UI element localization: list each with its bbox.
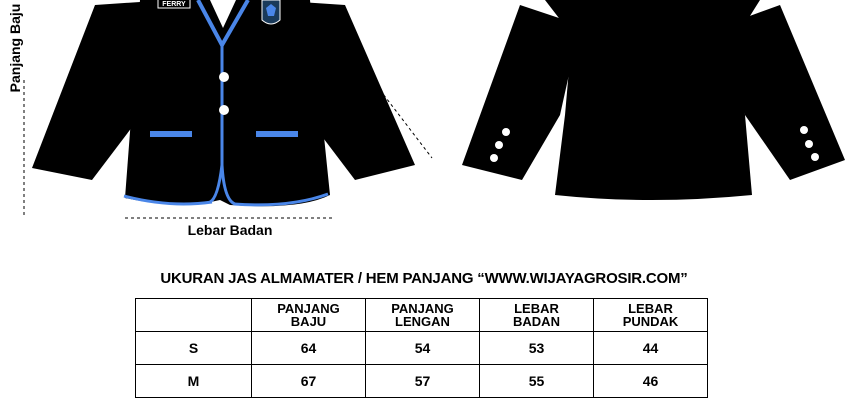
value-cell: 54: [366, 332, 480, 365]
value-cell: 53: [480, 332, 594, 365]
front-jacket: [32, 0, 415, 206]
header-cell: PANJANG BAJU: [252, 299, 366, 332]
value-cell: 67: [252, 365, 366, 398]
value-cell: 64: [252, 332, 366, 365]
name-tag: [158, 0, 190, 8]
value-cell: 46: [594, 365, 708, 398]
value-cell: 57: [366, 365, 480, 398]
name-tag-text: FERRY: [162, 1, 186, 8]
value-cell: 44: [594, 332, 708, 365]
panjang-baju-label: Panjang Baju: [7, 3, 23, 93]
lebar-badan-label: Lebar Badan: [187, 222, 273, 238]
value-cell: 55: [480, 365, 594, 398]
table-row: [136, 365, 708, 398]
header-cell: PANJANG LENGAN: [366, 299, 480, 332]
table-header-row: [136, 299, 708, 332]
table-row: [136, 332, 708, 365]
size-table: [135, 298, 708, 398]
table-title: UKURAN JAS ALMAMATER / HEM PANJANG “WWW.WIJAYAGROSIR.COM”: [160, 270, 688, 287]
header-cell: [136, 299, 252, 332]
panjang-lengan-label: Panjang Lengan: [337, 30, 403, 133]
header-cell: LEBAR PUNDAK: [594, 299, 708, 332]
header-cell: LEBAR BADAN: [480, 299, 594, 332]
size-cell: S: [136, 332, 252, 365]
back-jacket: [462, 0, 845, 200]
size-cell: M: [136, 365, 252, 398]
